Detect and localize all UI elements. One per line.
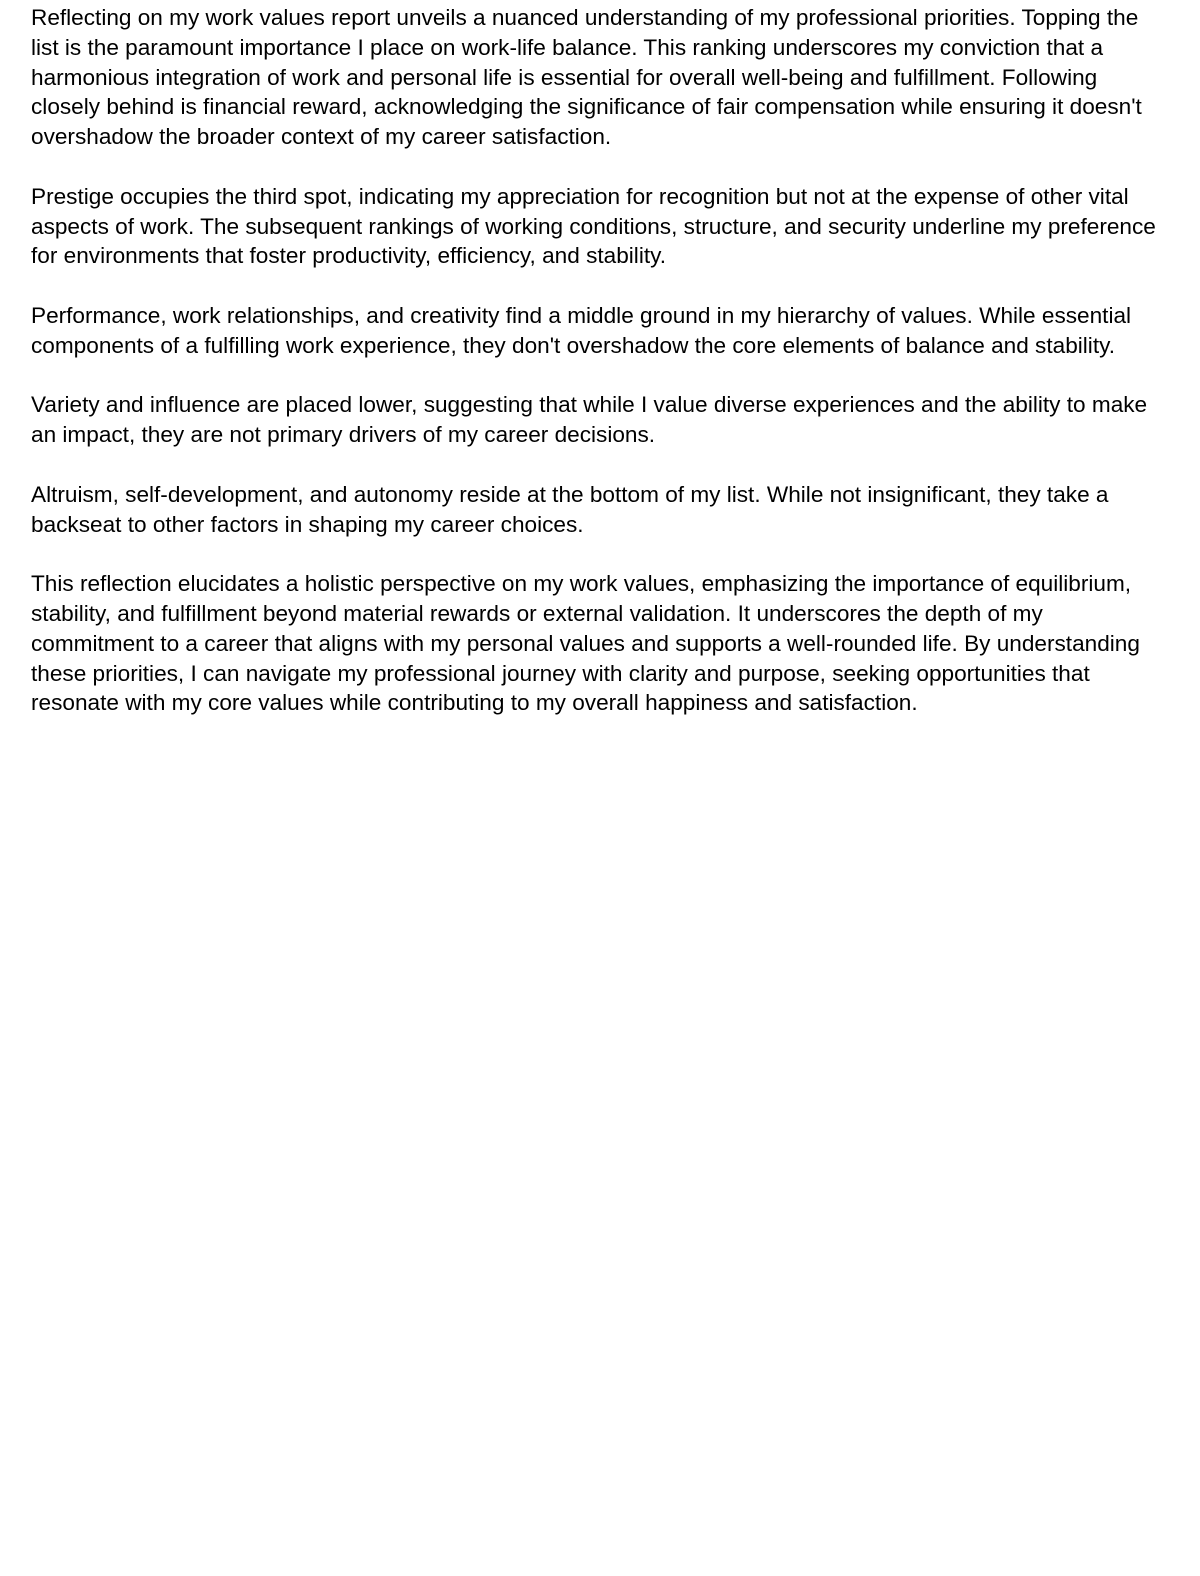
- document-page: [31, 0, 1171, 748]
- paragraph-variety: Variety and influence are placed lower, suggesting that while I value diverse experiences and the ability to make an impact, they are not primary drivers of my career decisions.: [31, 392, 1148, 448]
- paragraph-prestige: Prestige occupies the third spot, indicating my appreciation for recognition but not at the expense of other vital aspects of work. The subsequent rankings of working conditions, structure, and security underline my preference for environments that foster productivity, efficiency, and stability.: [31, 183, 1156, 269]
- paragraph-altruism: Altruism, self-development, and autonomy reside at the bottom of my list. While not insignificant, they take a backseat to other factors in shaping my career choices.: [31, 481, 1109, 537]
- paragraph-performance: Performance, work relationships, and creativity find a middle ground in my hierarchy of values. While essential components of a fulfilling work experience, they don't overshadow the core elements of balance and stability.: [31, 302, 1132, 358]
- paragraph-conclusion: This reflection elucidates a holistic perspective on my work values, emphasizing the importance of equilibrium, stability, and fulfillment beyond material rewards or external validation. It underscores the depth of my commitment to a career that aligns with my personal values and supports a well-rounded life. By understanding these priorities, I can navigate my professional journey with clarity and purpose, seeking opportunities that resonate with my core values while contributing to my overall happiness and satisfaction.: [31, 571, 1140, 716]
- paragraph-intro: Reflecting on my work values report unveils a nuanced understanding of my professional priorities. Topping the list is the paramount importance I place on work-life balance. This ranking underscores my conviction that a harmonious integration of work and personal life is essential for overall well-being and fulfillment. Following closely behind is financial reward, acknowledging the significance of fair compensation while ensuring it doesn't overshadow the broader context of my career satisfaction.: [31, 5, 1142, 150]
